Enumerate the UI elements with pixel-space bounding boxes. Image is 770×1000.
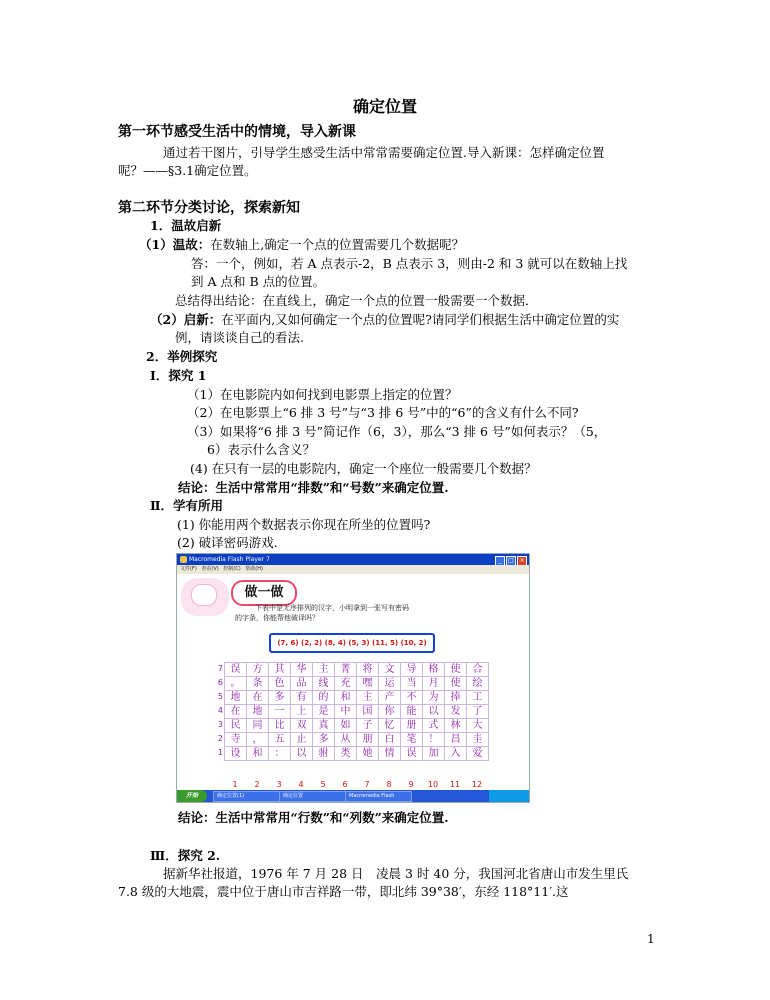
grid-cell: 主 bbox=[313, 663, 335, 677]
grid-cell: 国 bbox=[357, 705, 379, 719]
paragraph-text: 例，请谈谈自己的看法. bbox=[175, 330, 304, 345]
grid-cell: 上 bbox=[291, 705, 313, 719]
grid-cell: 册 bbox=[401, 719, 423, 733]
grid-cell: 多 bbox=[269, 691, 291, 705]
maximize-icon[interactable]: □ bbox=[506, 556, 516, 566]
section2-heading: 第二环节分类讨论，探索新知 bbox=[118, 200, 300, 216]
row-label: 5 bbox=[217, 692, 223, 701]
grid-cell: 华 bbox=[291, 663, 313, 677]
column-label: 4 bbox=[298, 780, 304, 789]
grid-cell: 在 bbox=[225, 705, 247, 719]
grid-cell: 式 bbox=[423, 719, 445, 733]
grid-cell: 中 bbox=[335, 705, 357, 719]
window-titlebar bbox=[177, 554, 529, 565]
grid-cell: 误 bbox=[401, 747, 423, 761]
grid-cell: 双 bbox=[291, 719, 313, 733]
flash-app-icon bbox=[180, 556, 187, 563]
grid-cell: 了 bbox=[467, 705, 489, 719]
instruction-text: 的字条，你能帮他破译吗？ bbox=[235, 614, 319, 622]
grid-cell: 爱 bbox=[467, 747, 489, 761]
grid-cell: 条 bbox=[247, 677, 269, 691]
grid-cell: 使 bbox=[445, 663, 467, 677]
grid-cell: 将 bbox=[357, 663, 379, 677]
grid-cell: 当 bbox=[401, 677, 423, 691]
taskbar bbox=[177, 790, 529, 802]
grid-cell: 和 bbox=[335, 691, 357, 705]
page-number: 1 bbox=[647, 932, 655, 946]
question: （3）如果将“6 排 3 号”简记作（6，3），那么“3 排 6 号”如何表示？（5， bbox=[187, 424, 607, 439]
grid-cell: 设 bbox=[225, 747, 247, 761]
grid-cell: 。 bbox=[225, 677, 247, 691]
grid-cell: ： bbox=[269, 747, 291, 761]
grid-cell: 白 bbox=[379, 733, 401, 747]
grid-cell: 色 bbox=[269, 677, 291, 691]
grid-cell: 如 bbox=[335, 719, 357, 733]
grid-cell: 的 bbox=[313, 691, 335, 705]
paragraph-text: 据新华社报道，1976 年 7 月 28 日 凌晨 3 时 40 分，我国河北省唐山市发生里氏 bbox=[163, 866, 629, 881]
grid-cell: 菁 bbox=[335, 663, 357, 677]
grid-row bbox=[225, 733, 489, 747]
grid-cell: 工 bbox=[467, 691, 489, 705]
paragraph-text: 在平面内,又如何确定一个点的位置呢?请同学们根据生活中确定位置的实 bbox=[221, 312, 620, 327]
grid-cell: 情 bbox=[379, 747, 401, 761]
question: 6）表示什么含义？ bbox=[207, 442, 315, 457]
grid-cell: 林 bbox=[445, 719, 467, 733]
grid-cell: 入 bbox=[445, 747, 467, 761]
row-label: 1 bbox=[217, 748, 223, 757]
question: (2) 破译密码游戏. bbox=[177, 535, 278, 550]
grid-cell: 你 bbox=[379, 705, 401, 719]
grid-cell: 其 bbox=[269, 663, 291, 677]
grid-cell: 有 bbox=[291, 691, 313, 705]
column-label: 6 bbox=[342, 780, 348, 789]
column-label: 9 bbox=[408, 780, 414, 789]
menu-item-view[interactable]: 查看(V) bbox=[201, 566, 219, 572]
explore-title: Ⅰ．探究 1 bbox=[150, 368, 207, 383]
column-label: 5 bbox=[320, 780, 326, 789]
page-title: 确定位置 bbox=[352, 97, 417, 116]
subsection-title: 1．温故启新 bbox=[150, 218, 222, 233]
column-label: 8 bbox=[386, 780, 392, 789]
grid-cell: 主 bbox=[357, 691, 379, 705]
grid-cell: 嘿 bbox=[357, 677, 379, 691]
conclusion-text: 结论：生活中常常用“行数”和“列数”来确定位置. bbox=[178, 810, 449, 825]
conclusion-text: 结论：生活中常常用“排数”和“号数”来确定位置. bbox=[178, 480, 449, 495]
menu-bar bbox=[177, 565, 529, 574]
grid-cell: 格 bbox=[423, 663, 445, 677]
explore-title: Ⅲ．探究 2. bbox=[150, 848, 221, 863]
grid-cell: 是 bbox=[313, 705, 335, 719]
grid-cell: 线 bbox=[313, 677, 335, 691]
grid-row bbox=[225, 719, 489, 733]
grid-cell: 从 bbox=[335, 733, 357, 747]
instruction-text: 下表中是无序排列的汉字，小明拿到一张写有密码 bbox=[255, 604, 409, 612]
grid-cell: 忆 bbox=[379, 719, 401, 733]
grid-cell: 合 bbox=[467, 663, 489, 677]
grid-cell: 子 bbox=[357, 719, 379, 733]
menu-item-control[interactable]: 控制(C) bbox=[223, 566, 241, 572]
label: （2）启新： bbox=[150, 312, 222, 327]
answer-text: 答：一个，例如，若 A 点表示-2，B 点表示 3，则由-2 和 3 就可以在数轴上找 bbox=[191, 256, 628, 271]
paragraph bbox=[150, 312, 619, 328]
answer-text: 到 A 点和 B 点的位置。 bbox=[191, 274, 326, 289]
grid-cell: 寺 bbox=[225, 733, 247, 747]
window-title: Macromedia Flash Player 7 bbox=[189, 556, 270, 563]
column-label: 2 bbox=[254, 780, 260, 789]
question: (1) 你能用两个数据表示你现在所坐的位置吗? bbox=[177, 517, 431, 532]
menu-item-help[interactable]: 帮助(H) bbox=[245, 566, 263, 572]
taskbar-item[interactable]: Macromedia Flash bbox=[345, 791, 412, 802]
grid-row bbox=[225, 747, 489, 761]
question: （2）在电影票上“6 排 3 号”与“3 排 6 号”中的“6”的含义有什么不同? bbox=[187, 405, 579, 420]
column-label: 11 bbox=[449, 780, 461, 789]
column-label: 1 bbox=[232, 780, 238, 789]
explore-title: Ⅱ．学有所用 bbox=[150, 498, 224, 513]
cartoon-face bbox=[191, 584, 217, 606]
grid-cell: 比 bbox=[269, 719, 291, 733]
section1-heading: 第一环节感受生活中的情境，导入新课 bbox=[118, 124, 356, 140]
row-labels bbox=[213, 662, 223, 760]
system-tray bbox=[489, 790, 529, 802]
section1-text: 通过若干图片，引导学生感受生活中常常需要确定位置.导入新课：怎样确定位置 bbox=[163, 145, 605, 160]
grid-cell: 地 bbox=[225, 691, 247, 705]
row-label: 2 bbox=[217, 734, 223, 743]
grid-cell: 和 bbox=[247, 747, 269, 761]
row-label: 6 bbox=[217, 678, 223, 687]
minimize-icon[interactable]: _ bbox=[495, 556, 505, 566]
grid-cell: 运 bbox=[379, 677, 401, 691]
grid-cell: ， bbox=[247, 733, 269, 747]
column-label: 3 bbox=[276, 780, 282, 789]
column-label: 12 bbox=[471, 780, 483, 789]
grid-cell: 民 bbox=[225, 719, 247, 733]
column-label: 7 bbox=[364, 780, 370, 789]
question: (4) 在只有一层的电影院内，确定一个座位一般需要几个数据？ bbox=[190, 461, 537, 476]
paragraph-text: 在数轴上,确定一个点的位置需要几个数据呢？ bbox=[210, 237, 465, 252]
label: （1）温故： bbox=[139, 237, 211, 252]
grid-cell: 真 bbox=[313, 719, 335, 733]
question: （1）在电影院内如何找到电影票上指定的位置？ bbox=[187, 387, 458, 402]
character-grid bbox=[224, 662, 489, 761]
grid-cell: 驸 bbox=[313, 747, 335, 761]
grid-row bbox=[225, 677, 489, 691]
password-code: (7, 6) (2, 2) (8, 4) (5, 3) (11, 5) (10, 2) bbox=[269, 633, 435, 653]
section1-text: 呢？——§3.1确定位置。 bbox=[118, 163, 257, 178]
grid-cell: 产 bbox=[379, 691, 401, 705]
conclusion-text: 总结得出结论：在直线上，确定一个点的位置一般需要一个数据． bbox=[175, 293, 538, 308]
grid-cell: 绘 bbox=[467, 677, 489, 691]
grid-cell: 文 bbox=[379, 663, 401, 677]
grid-cell: 月 bbox=[423, 677, 445, 691]
paragraph-text: 7.8 级的大地震，震中位于唐山市吉祥路一带，即北纬 39°38′，东经 118°11′.这 bbox=[118, 884, 569, 899]
grid-cell: 使 bbox=[445, 677, 467, 691]
grid-cell: 以 bbox=[423, 705, 445, 719]
grid-cell: 不 bbox=[401, 691, 423, 705]
grid-cell: 止 bbox=[291, 733, 313, 747]
grid-cell: 昌 bbox=[445, 733, 467, 747]
grid-cell: 地 bbox=[247, 705, 269, 719]
grid-cell: 多 bbox=[313, 733, 335, 747]
grid-cell: 类 bbox=[335, 747, 357, 761]
taskbar-item[interactable]: 确定位置(1) bbox=[213, 791, 280, 802]
grid-cell: ！ bbox=[423, 733, 445, 747]
subsection-title: 2．举例探究 bbox=[146, 349, 218, 364]
grid-cell: 为 bbox=[423, 691, 445, 705]
grid-cell: 一 bbox=[269, 705, 291, 719]
grid-cell: 导 bbox=[401, 663, 423, 677]
flash-content bbox=[177, 574, 529, 790]
grid-cell: 误 bbox=[225, 663, 247, 677]
grid-cell: 品 bbox=[291, 677, 313, 691]
row-label: 4 bbox=[217, 706, 223, 715]
menu-item-file[interactable]: 文件(F) bbox=[180, 566, 197, 572]
close-icon[interactable]: × bbox=[517, 556, 527, 566]
paragraph bbox=[139, 237, 464, 253]
grid-cell: 她 bbox=[357, 747, 379, 761]
grid-cell: 大 bbox=[467, 719, 489, 733]
grid-cell: 五 bbox=[269, 733, 291, 747]
grid-cell: 发 bbox=[445, 705, 467, 719]
grid-row bbox=[225, 691, 489, 705]
grid-cell: 加 bbox=[423, 747, 445, 761]
grid-cell: 捧 bbox=[445, 691, 467, 705]
grid-cell: 圭 bbox=[467, 733, 489, 747]
grid-cell: 充 bbox=[335, 677, 357, 691]
grid-cell: 在 bbox=[247, 691, 269, 705]
start-button[interactable]: 开始 bbox=[177, 790, 207, 802]
row-label: 3 bbox=[217, 720, 223, 729]
grid-cell: 以 bbox=[291, 747, 313, 761]
grid-cell: 朋 bbox=[357, 733, 379, 747]
grid-cell: 能 bbox=[401, 705, 423, 719]
grid-row bbox=[225, 705, 489, 719]
grid-cell: 方 bbox=[247, 663, 269, 677]
taskbar-item[interactable]: 确定位置 bbox=[279, 791, 346, 802]
grid-row bbox=[225, 663, 489, 677]
activity-badge: 做一做 bbox=[231, 580, 297, 606]
column-label: 10 bbox=[427, 780, 439, 789]
flash-screenshot bbox=[176, 553, 530, 803]
row-label: 7 bbox=[217, 664, 223, 673]
grid-cell: 同 bbox=[247, 719, 269, 733]
grid-cell: 笔 bbox=[401, 733, 423, 747]
